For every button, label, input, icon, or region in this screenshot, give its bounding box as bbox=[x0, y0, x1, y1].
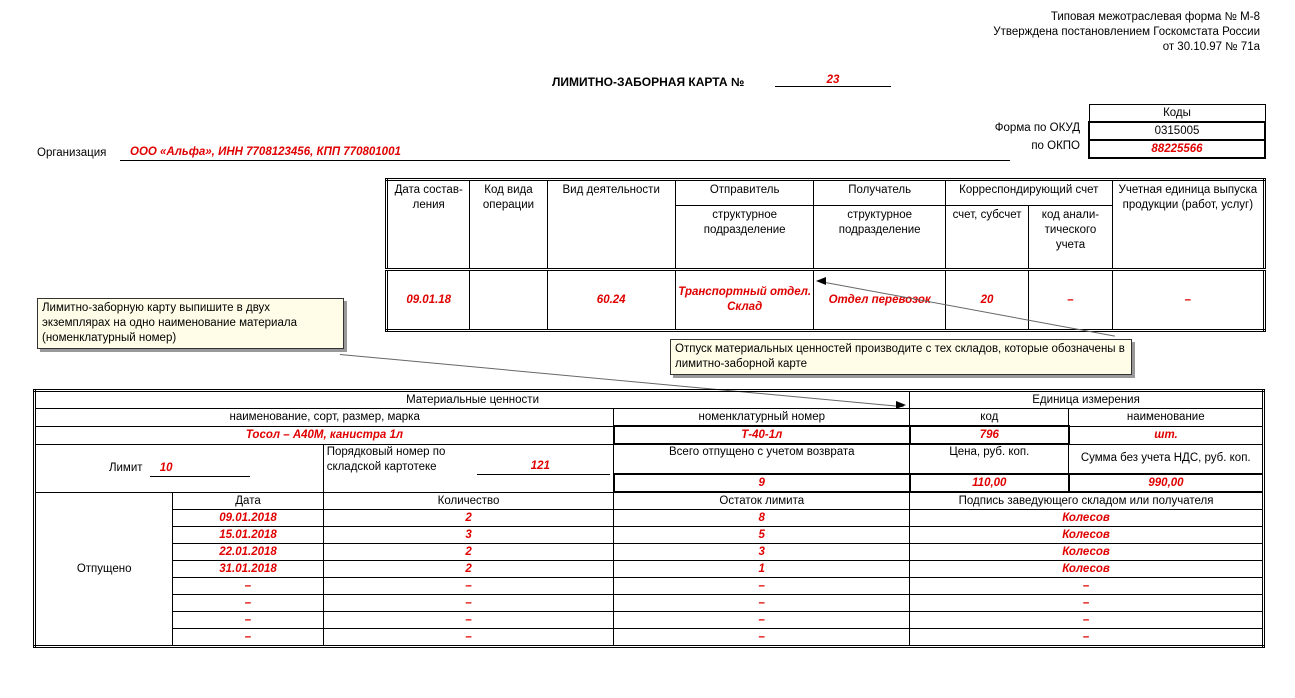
row-quantity: – bbox=[323, 629, 614, 647]
table-row bbox=[35, 629, 1264, 647]
row-rest: 8 bbox=[614, 510, 910, 527]
row-rest: 5 bbox=[614, 527, 910, 544]
note-warehouses: Отпуск материальных ценностей производите с тех складов, которые обозначены в лимитно-заборной карте bbox=[670, 339, 1132, 375]
form-type-line: Типовая межотраслевая форма № М-8 bbox=[1050, 11, 1260, 23]
value-receiver: Отдел перевозок bbox=[814, 270, 945, 331]
card-number-value: 121 bbox=[477, 459, 610, 475]
row-signature: – bbox=[910, 595, 1264, 612]
table-row bbox=[35, 612, 1264, 629]
table-row bbox=[35, 527, 1264, 544]
row-rest: 3 bbox=[614, 544, 910, 561]
okud-label: Форма по ОКУД bbox=[994, 122, 1080, 134]
row-date: 15.01.2018 bbox=[173, 527, 323, 544]
row-signature: Колесов bbox=[910, 510, 1264, 527]
organization-underline bbox=[120, 160, 1010, 161]
value-material-name: Тосол – А40М, канистра 1л bbox=[35, 426, 614, 444]
row-quantity: 2 bbox=[323, 510, 614, 527]
table-row bbox=[35, 595, 1264, 612]
row-rest: – bbox=[614, 612, 910, 629]
header-activity: Вид деятельности bbox=[547, 180, 675, 270]
header-limit-rest: Остаток лимита bbox=[614, 492, 910, 510]
value-accounting-unit: – bbox=[1112, 270, 1264, 331]
table-row bbox=[35, 544, 1264, 561]
value-analytic-code: – bbox=[1029, 270, 1112, 331]
table-row bbox=[35, 561, 1264, 578]
header-accounting-unit: Учетная единица выпуска продукции (работ, услуг) bbox=[1112, 180, 1264, 270]
row-quantity: – bbox=[323, 612, 614, 629]
value-sum: 990,00 bbox=[1069, 474, 1264, 492]
row-date: 09.01.2018 bbox=[173, 510, 323, 527]
row-date: 31.01.2018 bbox=[173, 561, 323, 578]
header-materials: Материальные ценности bbox=[35, 391, 910, 409]
form-date-line: от 30.10.97 № 71а bbox=[1162, 41, 1260, 53]
form-approval-line: Утверждена постановлением Госкомстата России bbox=[993, 26, 1260, 38]
header-account: счет, субсчет bbox=[945, 206, 1028, 270]
limit-label: Лимит bbox=[108, 461, 143, 474]
header-signature: Подпись заведующего складом или получателя bbox=[910, 492, 1264, 510]
value-total-released: 9 bbox=[614, 474, 910, 492]
table-row bbox=[35, 578, 1264, 595]
value-account: 20 bbox=[945, 270, 1028, 331]
okpo-label-wrap bbox=[880, 140, 1080, 152]
row-signature: – bbox=[910, 578, 1264, 595]
right-note-arrowhead bbox=[816, 277, 826, 285]
row-signature: Колесов bbox=[910, 527, 1264, 544]
header-quantity: Количество bbox=[323, 492, 614, 510]
codes-table bbox=[1088, 104, 1266, 159]
card-number-label: Порядковый номер по складской картотеке bbox=[326, 445, 446, 473]
value-unit-code: 796 bbox=[910, 426, 1069, 444]
row-signature: Колесов bbox=[910, 544, 1264, 561]
value-date: 09.01.18 bbox=[387, 270, 470, 331]
organization-value: ООО «Альфа», ИНН 7708123456, КПП 770801001 bbox=[130, 146, 401, 158]
header-date: Дата состав-ления bbox=[387, 180, 470, 270]
row-date: 22.01.2018 bbox=[173, 544, 323, 561]
limit-value: 10 bbox=[150, 460, 250, 477]
row-rest: – bbox=[614, 629, 910, 647]
header-sender: Отправитель bbox=[675, 180, 814, 206]
note-two-copies: Лимитно-заборную карту выпишите в двух экземплярах на одно наименование материала (номенклатурный номер) bbox=[37, 298, 344, 349]
header-nomenclature-number: номенклатурный номер bbox=[614, 409, 910, 427]
value-price: 110,00 bbox=[910, 474, 1069, 492]
header-corr-account: Корреспондирующий счет bbox=[945, 180, 1112, 206]
header-receiver-unit: структурное подразделение bbox=[814, 206, 945, 270]
row-rest: – bbox=[614, 595, 910, 612]
row-rest: 1 bbox=[614, 561, 910, 578]
value-sender: Транспортный отдел. Склад bbox=[675, 270, 814, 331]
header-sum: Сумма без учета НДС, руб. коп. bbox=[1069, 444, 1264, 474]
row-date: – bbox=[173, 595, 323, 612]
row-date: – bbox=[173, 629, 323, 647]
header-analytic-code: код анали-тического учета bbox=[1029, 206, 1112, 270]
codes-header: Коды bbox=[1089, 105, 1265, 123]
document-details-table bbox=[385, 178, 1266, 332]
row-quantity: – bbox=[323, 578, 614, 595]
row-quantity: – bbox=[323, 595, 614, 612]
released-label: Отпущено bbox=[35, 492, 173, 647]
value-activity: 60.24 bbox=[547, 270, 675, 331]
header-operation-code: Код вида операции bbox=[470, 180, 547, 270]
header-sender-unit: структурное подразделение bbox=[675, 206, 814, 270]
table-row bbox=[35, 510, 1264, 527]
header-release-date: Дата bbox=[173, 492, 323, 510]
form-header bbox=[993, 10, 1260, 55]
page-title: ЛИМИТНО-ЗАБОРНАЯ КАРТА № bbox=[552, 75, 745, 89]
row-signature: Колесов bbox=[910, 561, 1264, 578]
organization-label: Организация bbox=[37, 147, 107, 159]
value-unit-name: шт. bbox=[1069, 426, 1264, 444]
header-measure-unit: Единица измерения bbox=[910, 391, 1264, 409]
row-date: – bbox=[173, 578, 323, 595]
okud-value: 0315005 bbox=[1089, 122, 1265, 140]
okpo-label: по ОКПО bbox=[1031, 140, 1080, 152]
row-date: – bbox=[173, 612, 323, 629]
card-number: 23 bbox=[775, 74, 891, 87]
value-nomenclature-number: Т-40-1л bbox=[614, 426, 910, 444]
row-rest: – bbox=[614, 578, 910, 595]
row-signature: – bbox=[910, 612, 1264, 629]
row-signature: – bbox=[910, 629, 1264, 647]
row-quantity: 2 bbox=[323, 544, 614, 561]
header-material-name: наименование, сорт, размер, марка bbox=[35, 409, 614, 427]
okpo-value: 88225566 bbox=[1089, 140, 1265, 158]
header-unit-name: наименование bbox=[1069, 409, 1264, 427]
header-total-released: Всего отпущено с учетом возврата bbox=[614, 444, 910, 474]
header-unit-code: код bbox=[910, 409, 1069, 427]
row-quantity: 3 bbox=[323, 527, 614, 544]
limit-cell bbox=[35, 444, 324, 492]
value-operation-code bbox=[470, 270, 547, 331]
header-receiver: Получатель bbox=[814, 180, 945, 206]
materials-table bbox=[33, 389, 1265, 648]
okud-label-wrap bbox=[880, 122, 1080, 134]
header-price: Цена, руб. коп. bbox=[910, 444, 1069, 474]
row-quantity: 2 bbox=[323, 561, 614, 578]
card-number-cell bbox=[323, 444, 614, 492]
